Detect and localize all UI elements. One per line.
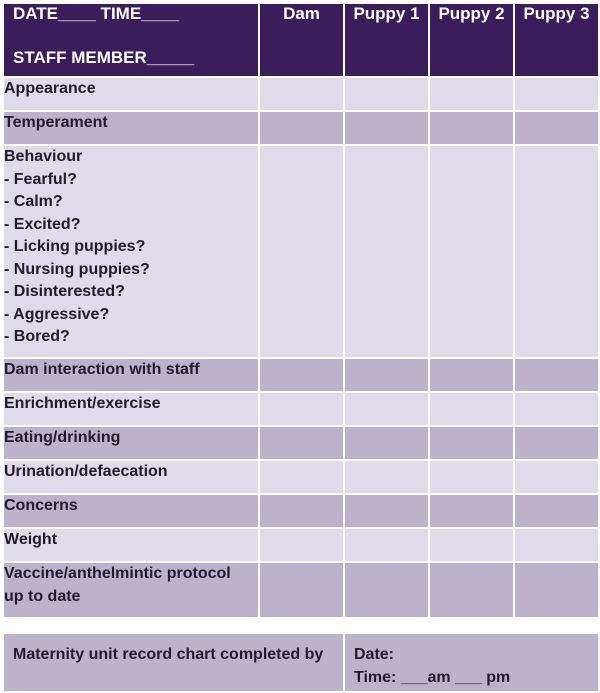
- cell-dam[interactable]: [259, 111, 344, 145]
- header-meta-cell: [3, 3, 259, 77]
- vaccine-line-1: Vaccine/anthelmintic protocol: [4, 565, 231, 582]
- cell-puppy-1[interactable]: [344, 358, 429, 392]
- cell-puppy-2[interactable]: [429, 494, 514, 528]
- table-row: [3, 111, 599, 145]
- row-label-dam-interaction: Dam interaction with staff: [3, 358, 259, 392]
- cell-puppy-3[interactable]: [514, 528, 599, 562]
- cell-dam[interactable]: [259, 77, 344, 111]
- behaviour-item: - Excited?: [4, 215, 81, 233]
- column-header-puppy-1: Puppy 1: [344, 3, 429, 77]
- cell-dam[interactable]: [259, 392, 344, 426]
- behaviour-item: - Nursing puppies?: [4, 260, 150, 278]
- row-label-concerns: Concerns: [3, 494, 259, 528]
- row-label-enrichment: Enrichment/exercise: [3, 392, 259, 426]
- row-label-behaviour: [3, 145, 259, 358]
- behaviour-item: - Licking puppies?: [4, 238, 146, 255]
- header-row: [3, 3, 599, 77]
- behaviour-item: - Disinterested?: [4, 283, 125, 300]
- row-label-weight: Weight: [3, 528, 259, 562]
- table-row: [3, 460, 599, 494]
- table-row: [3, 562, 599, 618]
- row-label-eating-drinking: Eating/drinking: [3, 426, 259, 460]
- cell-puppy-1[interactable]: [344, 528, 429, 562]
- cell-dam[interactable]: [259, 426, 344, 460]
- column-header-dam: Dam: [259, 3, 344, 77]
- table-row: [3, 528, 599, 562]
- cell-puppy-2[interactable]: [429, 460, 514, 494]
- table-row: [3, 145, 599, 358]
- cell-puppy-2[interactable]: [429, 562, 514, 618]
- cell-puppy-3[interactable]: [514, 460, 599, 494]
- cell-dam[interactable]: [259, 494, 344, 528]
- cell-dam[interactable]: [259, 358, 344, 392]
- table-row: [3, 358, 599, 392]
- table-row: [3, 426, 599, 460]
- row-label-temperament: Temperament: [3, 111, 259, 145]
- column-header-puppy-2: Puppy 2: [429, 3, 514, 77]
- cell-puppy-2[interactable]: [429, 111, 514, 145]
- cell-puppy-3[interactable]: [514, 358, 599, 392]
- cell-puppy-1[interactable]: [344, 494, 429, 528]
- table-row: [3, 77, 599, 111]
- cell-puppy-3[interactable]: [514, 392, 599, 426]
- cell-puppy-3[interactable]: [514, 111, 599, 145]
- cell-puppy-2[interactable]: [429, 392, 514, 426]
- footer-date-label: Date:: [354, 646, 395, 663]
- cell-puppy-3[interactable]: [514, 77, 599, 111]
- row-label-vaccine: [3, 562, 259, 618]
- footer-time-label: Time: ___am ___ pm: [354, 668, 511, 686]
- behaviour-item: - Aggressive?: [4, 305, 110, 323]
- cell-dam[interactable]: [259, 562, 344, 618]
- behaviour-title: Behaviour: [4, 148, 83, 165]
- completion-footer: [2, 632, 600, 693]
- cell-puppy-3[interactable]: [514, 426, 599, 460]
- date-time-label: DATE____ TIME____: [13, 4, 179, 23]
- cell-puppy-1[interactable]: [344, 111, 429, 145]
- row-label-appearance: Appearance: [3, 77, 259, 111]
- behaviour-item: - Fearful?: [4, 170, 77, 188]
- cell-puppy-3[interactable]: [514, 494, 599, 528]
- cell-puppy-1[interactable]: [344, 562, 429, 618]
- completed-by-field[interactable]: Maternity unit record chart completed by: [3, 633, 344, 692]
- vaccine-line-2: up to date: [4, 587, 81, 605]
- behaviour-item: - Bored?: [4, 328, 70, 345]
- cell-dam[interactable]: [259, 460, 344, 494]
- cell-puppy-2[interactable]: [429, 528, 514, 562]
- column-header-puppy-3: Puppy 3: [514, 3, 599, 77]
- date-time-field[interactable]: [344, 633, 599, 692]
- cell-puppy-1[interactable]: [344, 426, 429, 460]
- cell-dam[interactable]: [259, 528, 344, 562]
- cell-puppy-2[interactable]: [429, 358, 514, 392]
- row-label-urination: Urination/defaecation: [3, 460, 259, 494]
- behaviour-item: - Calm?: [4, 193, 63, 210]
- cell-puppy-1[interactable]: [344, 460, 429, 494]
- cell-puppy-2[interactable]: [429, 145, 514, 358]
- cell-puppy-3[interactable]: [514, 145, 599, 358]
- cell-puppy-3[interactable]: [514, 562, 599, 618]
- footer-row: [3, 633, 599, 692]
- cell-puppy-1[interactable]: [344, 77, 429, 111]
- cell-puppy-2[interactable]: [429, 77, 514, 111]
- table-row: [3, 392, 599, 426]
- table-row: [3, 494, 599, 528]
- cell-puppy-1[interactable]: [344, 145, 429, 358]
- record-table: [2, 2, 600, 619]
- cell-dam[interactable]: [259, 145, 344, 358]
- cell-puppy-2[interactable]: [429, 426, 514, 460]
- cell-puppy-1[interactable]: [344, 392, 429, 426]
- staff-member-label: STAFF MEMBER_____: [13, 48, 195, 67]
